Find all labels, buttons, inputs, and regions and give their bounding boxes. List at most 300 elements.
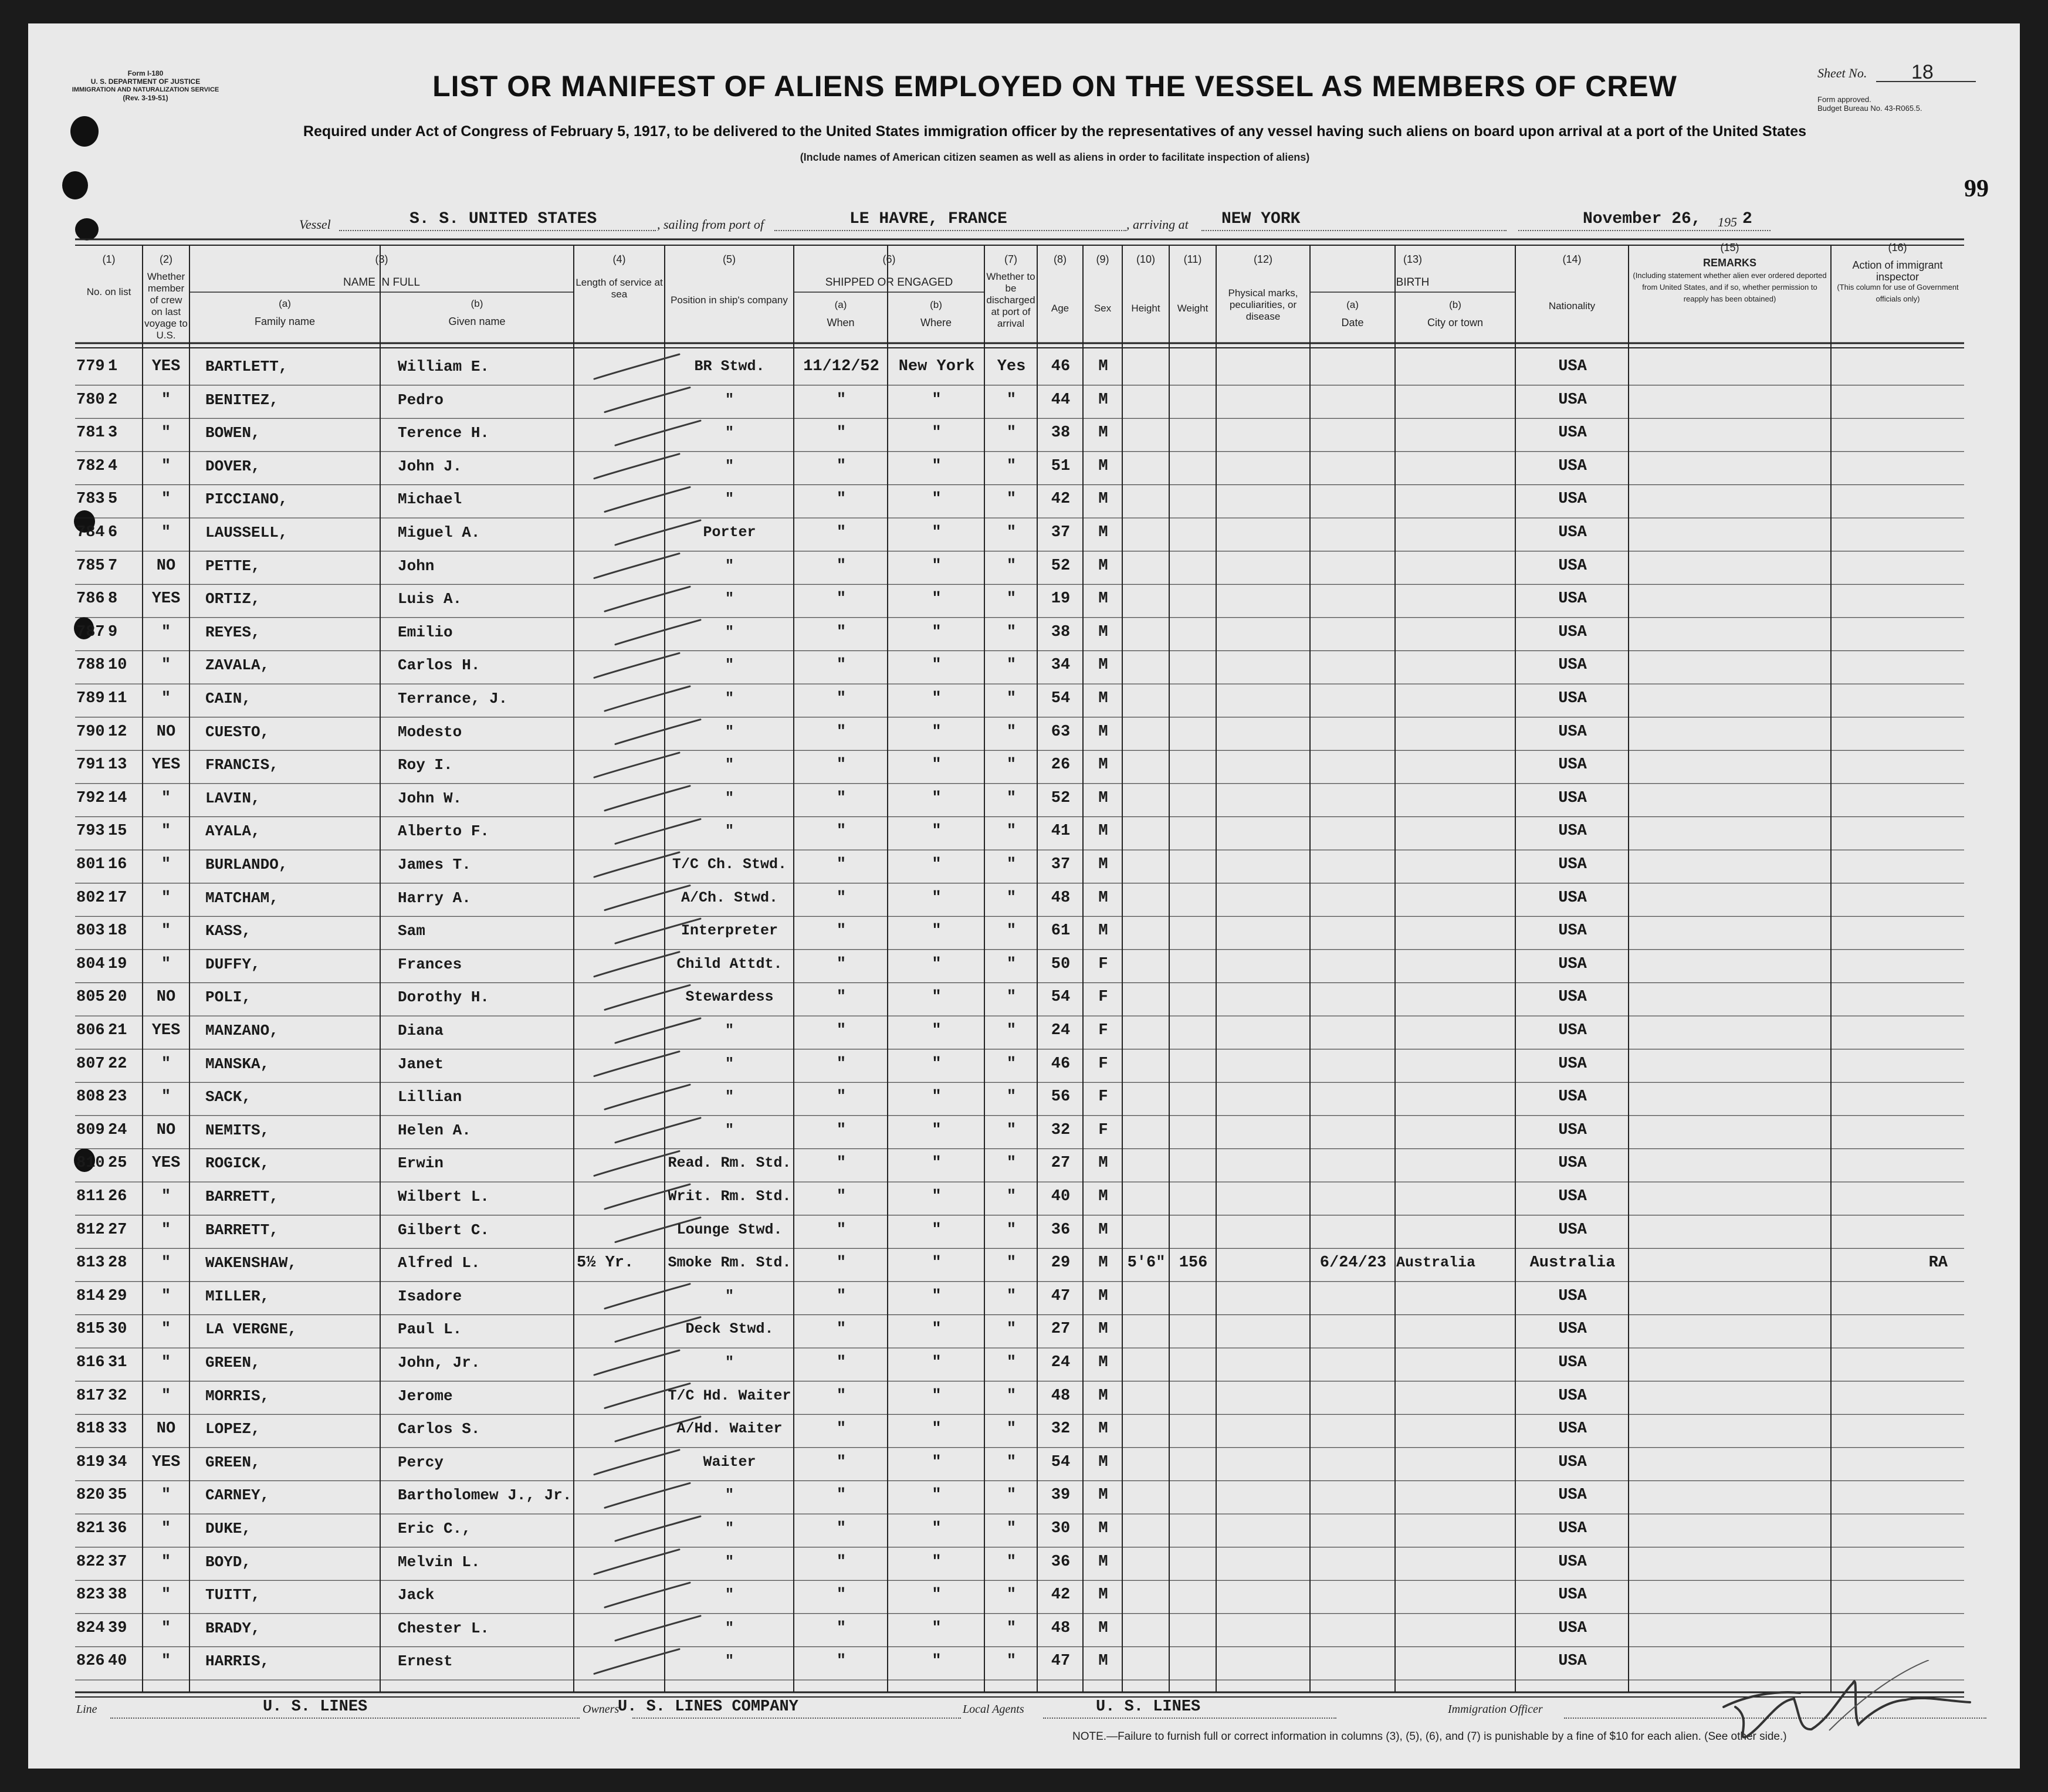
cell-family: REYES,: [205, 623, 260, 641]
cell-prev: ": [161, 1553, 171, 1571]
cell-stamp: 786: [76, 590, 105, 608]
cell-nationality: USA: [1558, 623, 1587, 641]
cell-when: ": [836, 789, 847, 807]
cell-position: ": [725, 1121, 734, 1139]
cell-when: ": [836, 1221, 847, 1239]
cell-family: ZAVALA,: [205, 656, 270, 675]
cell-where: ": [932, 524, 942, 541]
cell-family: PETTE,: [205, 557, 260, 575]
cell-when: ": [836, 1652, 847, 1671]
cell-given: Modesto: [398, 723, 462, 741]
cell-position: Stewardess: [685, 988, 774, 1006]
cell-prev: ": [161, 623, 171, 641]
cell-nationality: USA: [1558, 1652, 1587, 1671]
cell-nationality: USA: [1558, 656, 1587, 675]
column-c1-label: No. on list: [86, 286, 131, 297]
cell-stamp: 805: [76, 988, 105, 1007]
cell-given: Melvin L.: [398, 1553, 480, 1571]
cell-where: ": [932, 1154, 942, 1173]
cell-discharge: ": [1006, 490, 1017, 509]
cell-sex: M: [1098, 358, 1108, 375]
cell-when: ": [836, 1188, 847, 1205]
cell-no: 32: [108, 1387, 127, 1405]
cell-stamp: 823: [76, 1586, 105, 1604]
cell-stamp: 792: [76, 789, 105, 807]
owners-label: Owners: [583, 1703, 620, 1716]
cell-no: 38: [108, 1586, 127, 1604]
cell-where: ": [932, 1387, 942, 1405]
cell-prev: ": [161, 457, 171, 475]
cell-age: 38: [1051, 623, 1071, 641]
cell-sex: M: [1098, 1387, 1108, 1405]
cell-age: 41: [1051, 822, 1071, 841]
cell-where: ": [932, 1354, 942, 1371]
cell-stamp: 813: [76, 1254, 105, 1272]
cell-family: BARTLETT,: [205, 358, 288, 375]
cell-where: ": [932, 391, 942, 409]
cell-sex: M: [1098, 1619, 1108, 1637]
cell-no: 30: [108, 1320, 127, 1339]
cell-sex: M: [1098, 1453, 1108, 1471]
cell-sex: M: [1098, 424, 1108, 442]
cell-position: Porter: [703, 524, 756, 541]
page-title: LIST OR MANIFEST OF ALIENS EMPLOYED ON THE VESSEL AS MEMBERS OF CREW: [432, 70, 1677, 103]
cell-where: ": [932, 1121, 942, 1139]
cell-no: 4: [108, 457, 118, 475]
cell-family: MATCHAM,: [205, 889, 279, 907]
cell-when: ": [836, 1520, 847, 1537]
cell-where: ": [932, 723, 942, 741]
cell-position: Lounge Stwd.: [676, 1221, 783, 1238]
cell-sex: M: [1098, 1154, 1108, 1173]
cell-discharge: ": [1006, 1287, 1017, 1305]
column-c13b-label: City or town: [1427, 317, 1484, 328]
cell-nationality: USA: [1558, 1088, 1587, 1106]
column-c6b-label: Where: [920, 317, 952, 328]
cell-age: 37: [1051, 524, 1071, 541]
cell-discharge: ": [1006, 424, 1017, 442]
column-c13b-number: (b): [1449, 299, 1461, 310]
cell-prev: ": [161, 955, 171, 973]
cell-age: 50: [1051, 955, 1071, 973]
cell-stamp: 785: [76, 557, 105, 575]
cell-position: ": [725, 822, 734, 840]
vessel-label: Vessel: [299, 217, 331, 232]
cell-stamp: 826: [76, 1652, 105, 1671]
cell-weight: 156: [1179, 1254, 1208, 1272]
cell-where: ": [932, 690, 942, 707]
column-c6a-label: When: [827, 317, 855, 328]
cell-family: DUFFY,: [205, 955, 260, 973]
cell-sex: F: [1098, 1055, 1108, 1073]
note-text: —Failure to furnish full or correct information in columns (3), (5), (6), and (7) is punishable by a fine of $10 for each alien. (See other side.): [1106, 1730, 1787, 1743]
cell-where: ": [932, 922, 942, 940]
cell-family: SACK,: [205, 1088, 252, 1106]
cell-where: ": [932, 1520, 942, 1537]
cell-position: A/Ch. Stwd.: [681, 889, 778, 906]
cell-stamp: 821: [76, 1520, 105, 1537]
cell-sex: M: [1098, 690, 1108, 707]
cell-position: ": [725, 1022, 734, 1039]
cell-given: Carlos S.: [398, 1420, 480, 1438]
cell-given: John, Jr.: [398, 1354, 480, 1371]
cell-prev: ": [161, 490, 171, 509]
cell-position: ": [725, 1354, 734, 1371]
cell-sex: F: [1098, 1121, 1108, 1139]
cell-sex: M: [1098, 391, 1108, 409]
cell-sex: M: [1098, 1553, 1108, 1571]
cell-when: ": [836, 656, 847, 675]
cell-family: DOVER,: [205, 457, 260, 475]
cell-sex: M: [1098, 1320, 1108, 1339]
cell-prev: ": [161, 889, 171, 907]
cell-age: 54: [1051, 690, 1071, 707]
cell-given: Lillian: [398, 1088, 462, 1106]
cell-discharge: ": [1006, 1188, 1017, 1205]
cell-where: ": [932, 1254, 942, 1272]
cell-prev: ": [161, 1188, 171, 1205]
cell-where: ": [932, 988, 942, 1007]
cell-prev: YES: [151, 590, 181, 608]
cell-sex: F: [1098, 1022, 1108, 1039]
cell-given: Alfred L.: [398, 1254, 480, 1272]
arriving-label: , arriving at: [1126, 217, 1189, 232]
column-c4-label: Length of service at sea: [576, 277, 663, 300]
cell-where: ": [932, 424, 942, 442]
cell-nationality: USA: [1558, 1387, 1587, 1405]
cell-where: ": [932, 856, 942, 873]
cell-stamp: 791: [76, 756, 105, 774]
cell-position: ": [725, 623, 734, 641]
cell-age: 47: [1051, 1652, 1071, 1671]
owners-value: U. S. LINES COMPANY: [618, 1698, 798, 1716]
cell-where: ": [932, 822, 942, 841]
cell-no: 23: [108, 1088, 127, 1106]
cell-where: ": [932, 1287, 942, 1305]
cell-no: 12: [108, 723, 127, 741]
cell-age: 39: [1051, 1486, 1071, 1505]
cell-age: 47: [1051, 1287, 1071, 1305]
cell-family: PICCIANO,: [205, 490, 288, 509]
cell-discharge: ": [1006, 623, 1017, 641]
cell-age: 42: [1051, 490, 1071, 509]
cell-age: 48: [1051, 1619, 1071, 1637]
cell-position: ": [725, 1486, 734, 1504]
cell-discharge: ": [1006, 1055, 1017, 1073]
cell-family: GREEN,: [205, 1453, 260, 1471]
cell-nationality: USA: [1558, 557, 1587, 575]
sheet-number-label: Sheet No.: [1817, 66, 1867, 80]
cell-given: Emilio: [398, 623, 453, 641]
cell-given: Paul L.: [398, 1320, 462, 1339]
cell-age: 24: [1051, 1354, 1071, 1371]
cell-stamp: 803: [76, 922, 105, 940]
cell-prev: YES: [151, 756, 181, 774]
cell-age: 27: [1051, 1320, 1071, 1339]
cell-given: Jack: [398, 1586, 435, 1604]
cell-age: 27: [1051, 1154, 1071, 1173]
cell-sex: M: [1098, 490, 1108, 509]
cell-age: 63: [1051, 723, 1071, 741]
cell-age: 52: [1051, 789, 1071, 807]
cell-prev: YES: [151, 1453, 181, 1471]
column-c13a-label: Date: [1341, 317, 1364, 328]
cell-no: 34: [108, 1453, 127, 1471]
cell-prev: ": [161, 1320, 171, 1339]
cell-given: Diana: [398, 1022, 444, 1039]
cell-when: ": [836, 1154, 847, 1173]
cell-discharge: ": [1006, 557, 1017, 575]
cell-where: ": [932, 1420, 942, 1438]
cell-given: Helen A.: [398, 1121, 471, 1139]
cell-family: NEMITS,: [205, 1121, 270, 1139]
cell-prev: YES: [151, 1022, 181, 1039]
cell-discharge: ": [1006, 1420, 1017, 1438]
cell-where: ": [932, 1586, 942, 1604]
cell-discharge: ": [1006, 756, 1017, 774]
column-c3-number: (3): [375, 253, 388, 265]
cell-given: Ernest: [398, 1652, 453, 1671]
cell-stamp: 793: [76, 822, 105, 841]
immigration-officer-label: Immigration Officer: [1448, 1703, 1543, 1716]
cell-prev: ": [161, 690, 171, 707]
cell-family: DUKE,: [205, 1520, 252, 1537]
cell-when: ": [836, 1254, 847, 1272]
cell-sex: F: [1098, 988, 1108, 1007]
cell-discharge: ": [1006, 1520, 1017, 1537]
cell-no: 36: [108, 1520, 127, 1537]
cell-action: RA: [1928, 1254, 1948, 1272]
cell-family: AYALA,: [205, 822, 260, 841]
cell-position: ": [725, 690, 734, 707]
cell-no: 8: [108, 590, 118, 608]
cell-family: BURLANDO,: [205, 856, 288, 873]
cell-stamp: 808: [76, 1088, 105, 1106]
punch-hole: [70, 116, 99, 147]
column-c15-label: REMARKS: [1702, 257, 1756, 269]
cell-given: Michael: [398, 490, 462, 509]
cell-no: 3: [108, 424, 118, 442]
cell-age: 44: [1051, 391, 1071, 409]
cell-age: 61: [1051, 922, 1071, 940]
cell-when: ": [836, 424, 847, 442]
cell-sex: M: [1098, 756, 1108, 774]
cell-no: 18: [108, 922, 127, 940]
page-subtitle: Required under Act of Congress of February 5, 1917, to be delivered to the United States immigration officer by the representatives of any vessel having such aliens on board upon arrival at a port of the United States: [303, 123, 1807, 140]
cell-discharge: ": [1006, 1619, 1017, 1637]
cell-discharge: ": [1006, 690, 1017, 707]
cell-prev: ": [161, 1088, 171, 1106]
cell-when: ": [836, 557, 847, 575]
cell-height: 5'6": [1127, 1254, 1166, 1272]
cell-birth-city: Australia: [1396, 1254, 1476, 1272]
cell-sex: M: [1098, 1188, 1108, 1205]
cell-nationality: USA: [1558, 690, 1587, 707]
cell-prev: ": [161, 922, 171, 940]
cell-when: 11/12/52: [803, 358, 879, 375]
cell-discharge: ": [1006, 789, 1017, 807]
cell-no: 28: [108, 1254, 127, 1272]
cell-age: 54: [1051, 1453, 1071, 1471]
cell-prev: ": [161, 1387, 171, 1405]
cell-when: ": [836, 1287, 847, 1305]
cell-sex: M: [1098, 1520, 1108, 1537]
cell-nationality: USA: [1558, 856, 1587, 873]
cell-sex: M: [1098, 1287, 1108, 1305]
cell-stamp: 780: [76, 391, 105, 409]
cell-prev: NO: [156, 1121, 176, 1139]
cell-nationality: USA: [1558, 988, 1587, 1007]
cell-age: 26: [1051, 756, 1071, 774]
cell-no: 13: [108, 756, 127, 774]
cell-when: ": [836, 1619, 847, 1637]
cell-when: ": [836, 590, 847, 608]
agents-label: Local Agents: [963, 1703, 1024, 1716]
cell-no: 7: [108, 557, 118, 575]
cell-position: ": [725, 391, 734, 408]
cell-no: 21: [108, 1022, 127, 1039]
cell-family: MANSKA,: [205, 1055, 270, 1073]
column-c13-number: (13): [1403, 253, 1422, 265]
cell-family: MILLER,: [205, 1287, 270, 1305]
cell-position: ": [725, 1520, 734, 1537]
cell-given: Alberto F.: [398, 822, 490, 841]
cell-prev: ": [161, 1619, 171, 1637]
cell-given: Carlos H.: [398, 656, 480, 675]
cell-age: 40: [1051, 1188, 1071, 1205]
arrival-year-typed: 2: [1742, 210, 1752, 228]
cell-stamp: 802: [76, 889, 105, 907]
cell-family: BENITEZ,: [205, 391, 279, 409]
cell-age: 48: [1051, 1387, 1071, 1405]
cell-given: Eric C.,: [398, 1520, 471, 1537]
cell-sex: M: [1098, 557, 1108, 575]
cell-age: 32: [1051, 1121, 1071, 1139]
cell-position: ": [725, 1088, 734, 1106]
cell-discharge: ": [1006, 1320, 1017, 1339]
cell-family: BRADY,: [205, 1619, 260, 1637]
column-c2-label: Whether member of crew on last voyage to U.S.: [144, 271, 188, 341]
cell-age: 32: [1051, 1420, 1071, 1438]
cell-stamp: 814: [76, 1287, 105, 1305]
column-c7-number: (7): [1004, 253, 1017, 265]
cell-no: 19: [108, 955, 127, 973]
cell-where: ": [932, 1022, 942, 1039]
column-c11-label: Weight: [1177, 303, 1209, 314]
cell-position: T/C Ch. Stwd.: [672, 856, 787, 873]
cell-family: LAVIN,: [205, 789, 260, 807]
form-service: IMMIGRATION AND NATURALIZATION SERVICE: [72, 86, 219, 93]
cell-position: Writ. Rm. Std.: [668, 1188, 791, 1205]
cell-nationality: USA: [1558, 590, 1587, 608]
cell-age: 56: [1051, 1088, 1071, 1106]
cell-family: CAIN,: [205, 690, 252, 707]
cell-when: ": [836, 889, 847, 907]
cell-prev: YES: [151, 1154, 181, 1173]
cell-sex: M: [1098, 1254, 1108, 1272]
cell-discharge: ": [1006, 1154, 1017, 1173]
cell-position: ": [725, 656, 734, 674]
cell-age: 29: [1051, 1254, 1071, 1272]
column-c1-number: (1): [102, 253, 116, 265]
cell-age: 34: [1051, 656, 1071, 675]
cell-stamp: 809: [76, 1121, 105, 1139]
cell-when: ": [836, 1320, 847, 1339]
column-c15-number: (15): [1720, 242, 1739, 253]
cell-nationality: USA: [1558, 1453, 1587, 1471]
cell-where: ": [932, 1088, 942, 1106]
cell-prev: ": [161, 391, 171, 409]
cell-family: WAKENSHAW,: [205, 1254, 297, 1272]
cell-discharge: ": [1006, 1387, 1017, 1405]
cell-when: ": [836, 988, 847, 1007]
column-c9-number: (9): [1096, 253, 1109, 265]
form-number: Form I-180: [127, 69, 164, 77]
cell-family: MORRIS,: [205, 1387, 270, 1405]
cell-where: New York: [898, 358, 975, 375]
arrival-year-printed: 195: [1718, 215, 1737, 229]
cell-sex: M: [1098, 889, 1108, 907]
vessel-name: S. S. UNITED STATES: [409, 210, 597, 228]
cell-where: ": [932, 1221, 942, 1239]
cell-nationality: USA: [1558, 1486, 1587, 1505]
cell-age: 19: [1051, 590, 1071, 608]
cell-age: 46: [1051, 358, 1071, 375]
cell-sex: M: [1098, 656, 1108, 675]
cell-when: ": [836, 1022, 847, 1039]
cell-age: 36: [1051, 1553, 1071, 1571]
cell-stamp: 811: [76, 1188, 105, 1205]
cell-stamp: 824: [76, 1619, 105, 1637]
cell-position: Waiter: [703, 1453, 756, 1471]
cell-where: ": [932, 623, 942, 641]
page-number: 99: [1964, 175, 1989, 202]
cell-given: Bartholomew J., Jr.: [398, 1486, 572, 1505]
cell-discharge: ": [1006, 856, 1017, 873]
cell-discharge: ": [1006, 1586, 1017, 1604]
cell-where: ": [932, 590, 942, 608]
cell-position: ": [725, 756, 734, 774]
cell-family: BARRETT,: [205, 1188, 279, 1205]
cell-sex: M: [1098, 789, 1108, 807]
cell-when: ": [836, 922, 847, 940]
cell-given: John W.: [398, 789, 462, 807]
cell-position: Interpreter: [681, 922, 778, 940]
column-c5-number: (5): [723, 253, 736, 265]
cell-stamp: 816: [76, 1354, 105, 1371]
column-c13-label: BIRTH: [1396, 276, 1430, 289]
cell-where: ": [932, 1320, 942, 1339]
cell-nationality: USA: [1558, 1188, 1587, 1205]
cell-no: 39: [108, 1619, 127, 1637]
column-c8-label: Age: [1051, 303, 1069, 314]
arrival-port: NEW YORK: [1221, 210, 1301, 228]
cell-nationality: USA: [1558, 1221, 1587, 1239]
cell-nationality: USA: [1558, 822, 1587, 841]
cell-nationality: USA: [1558, 1320, 1587, 1339]
cell-given: Terence H.: [398, 424, 490, 442]
cell-prev: ": [161, 1354, 171, 1371]
cell-family: ROGICK,: [205, 1154, 270, 1173]
cell-stamp: 806: [76, 1022, 105, 1039]
cell-prev: NO: [156, 723, 176, 741]
cell-given: Terrance, J.: [398, 690, 508, 707]
column-c10-label: Height: [1131, 303, 1160, 314]
form-revision: (Rev. 3-19-51): [123, 94, 168, 102]
cell-discharge: ": [1006, 1652, 1017, 1671]
cell-position: ": [725, 1055, 734, 1072]
cell-discharge: ": [1006, 922, 1017, 940]
